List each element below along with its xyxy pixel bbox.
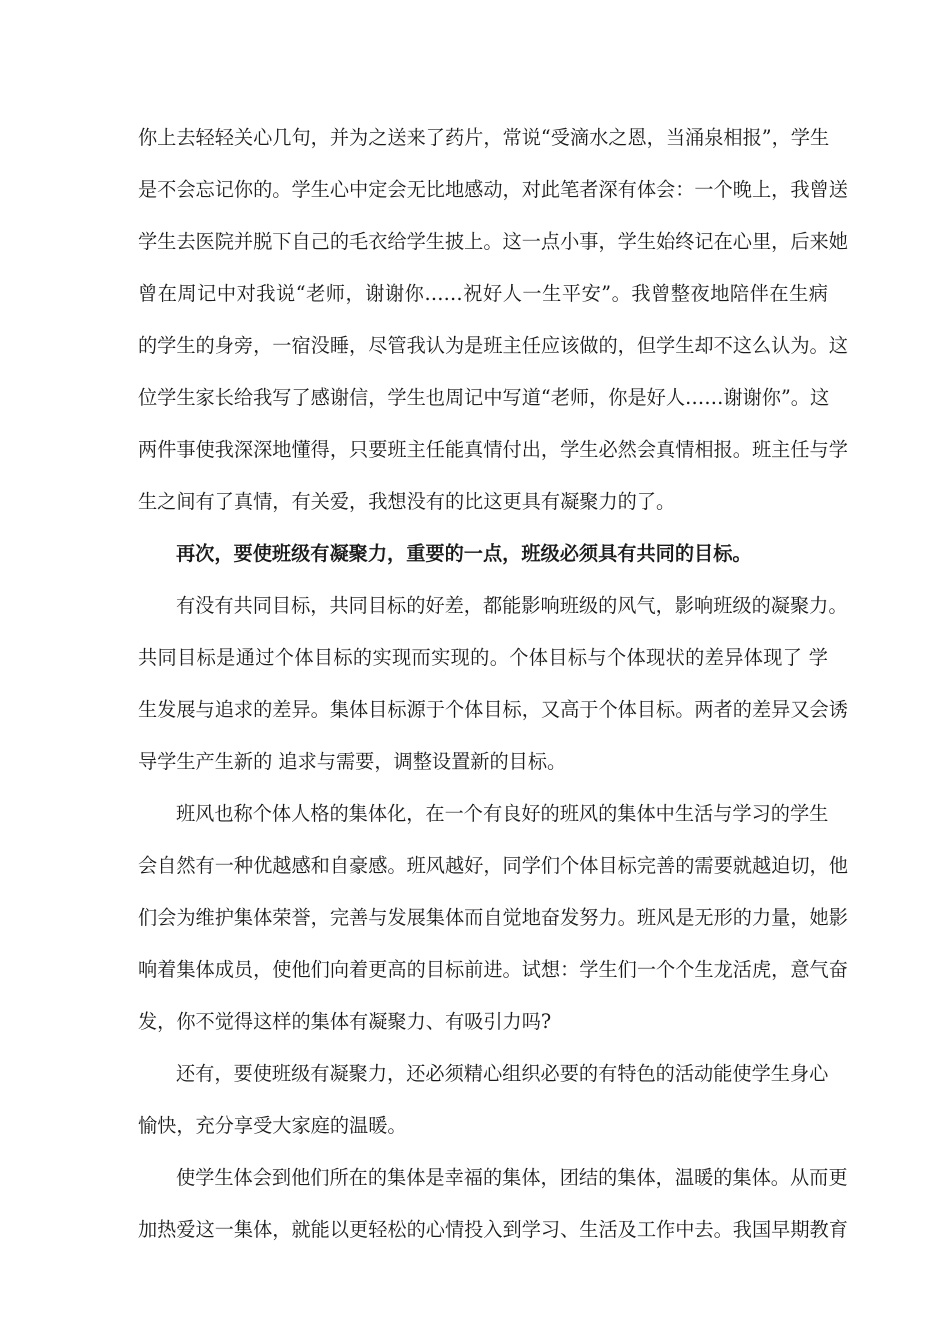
text-line: 位学生家长给我写了感谢信，学生也周记中写道“老师，你是好人……谢谢你”。这 [138,386,830,409]
document-page [138,118,848,1262]
text-line: 共同目标是通过个体目标的实现而实现的。个体目标与个体现状的差异体现了 学 [138,646,828,669]
text-line: 愉快，充分享受大家庭的温暖。 [138,1114,407,1137]
text-line: 们会为维护集体荣誉，完善与发展集体而自觉地奋发努力。班风是无形的力量，她影 [138,906,848,929]
text-line: 使学生体会到他们所在的集体是幸福的集体，团结的集体，温暖的集体。从而更 [176,1166,848,1189]
text-line: 两件事使我深深地懂得，只要班主任能真情付出，学生必然会真情相报。班主任与学 [138,438,848,461]
text-line: 加热爱这一集体，就能以更轻松的心情投入到学习、生活及工作中去。我国早期教育 [138,1218,848,1241]
text-line: 有没有共同目标，共同目标的好差，都能影响班级的风气，影响班级的凝聚力。 [176,594,848,617]
section-heading [138,534,828,586]
text-line: 学生去医院并脱下自己的毛衣给学生披上。这一点小事，学生始终记在心里，后来她 [138,230,848,253]
text-line: 导学生产生新的 追求与需要，调整设置新的目标。 [138,750,567,773]
text-line: 生发展与追求的差异。集体目标源于个体目标，又高于个体目标。两者的差异又会诱 [138,698,848,721]
text-line: 响着集体成员，使他们向着更高的目标前进。试想：学生们一个个生龙活虎，意气奋 [138,958,848,981]
text-line: 还有，要使班级有凝聚力，还必须精心组织必要的有特色的活动能使学生身心 [176,1062,829,1085]
text-line: 会自然有一种优越感和自豪感。班风越好，同学们个体目标完善的需要就越迫切，他 [138,854,848,877]
text-line: 班风也称个体人格的集体化，在一个有良好的班风的集体中生活与学习的学生 [176,802,829,825]
heading-line: 再次，要使班级有凝聚力，重要的一点，班级必须具有共同的目标。 [176,542,752,565]
text-line: 是不会忘记你的。学生心中定会无比地感动，对此笔者深有体会：一个晚上，我曾送 [138,178,848,201]
text-line: 发，你不觉得这样的集体有凝聚力、有吸引力吗? [138,1010,552,1033]
paragraph [138,118,848,534]
text-line: 的学生的身旁，一宿没睡，尽管我认为是班主任应该做的，但学生却不这么认为。这 [138,334,848,357]
paragraph [138,1054,828,1158]
text-line: 你上去轻轻关心几句，并为之送来了药片，常说“受滴水之恩，当涌泉相报”，学生 [138,126,830,149]
paragraph [138,586,848,794]
text-line: 生之间有了真情，有关爱，我想没有的比这更具有凝聚力的了。 [138,490,676,513]
paragraph [138,794,848,1054]
text-line: 曾在周记中对我说“老师，谢谢你……祝好人一生平安”。我曾整夜地陪伴在生病 [138,282,828,305]
paragraph [138,1158,848,1262]
